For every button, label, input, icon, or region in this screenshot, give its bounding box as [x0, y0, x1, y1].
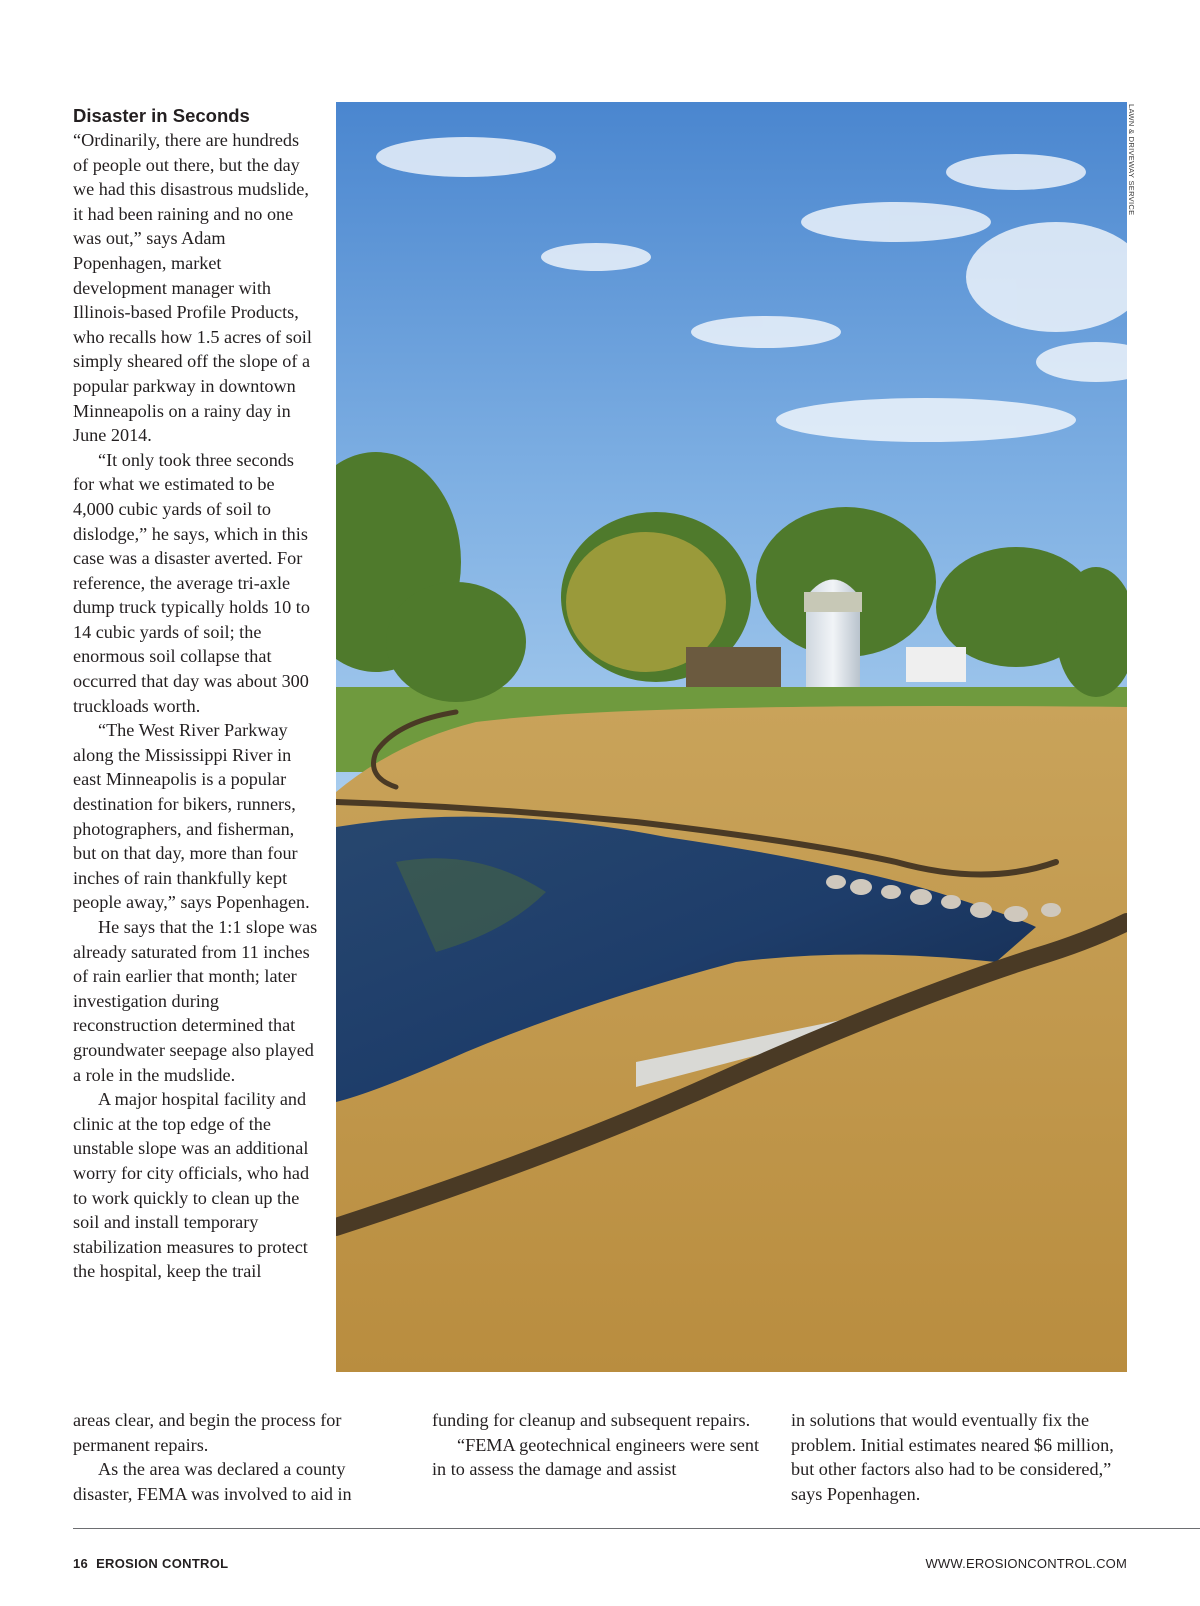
- paragraph: A major hospital facility and clinic at the top edge of the unstable slope was an additional worry for city officials, who had to work quickly to clean up the soil and install temporary stabilization measures to protect the hospital, keep the trail: [73, 1089, 310, 1282]
- paragraph: “The West River Parkway along the Mississippi River in east Minneapolis is a popular destination for bikers, runners, photographers, and fisherman, but on that day, more than four inches of rain thankfully kept people away,” says Popenhagen.: [73, 720, 310, 913]
- article-column-bottom-left: [73, 1408, 403, 1506]
- article-column-left: [73, 104, 318, 1284]
- paragraph: “It only took three seconds for what we estimated to be 4,000 cubic yards of soil to dislodge,” he says, which in this case was a disaster averted. For reference, the average tri-axle dump truck typically holds 10 to 14 cubic yards of soil; the enormous soil collapse that occurred that day was about 300 truckloads worth.: [73, 449, 310, 716]
- article-column-bottom-right: [791, 1408, 1136, 1506]
- article-column-bottom-middle: [432, 1408, 772, 1482]
- paragraph: As the area was declared a county disaster, FEMA was involved to aid in: [73, 1459, 352, 1504]
- paragraph: “Ordinarily, there are hundreds of people out there, but the day we had this disastrous mudslide, it had been raining and no one was out,” says Adam Popenhagen, market development manager with Illinois-based Profile Products, who recalls how 1.5 acres of soil simply sheared off the slope of a popular parkway in downtown Minneapolis on a rainy day in June 2014.: [73, 130, 312, 446]
- paragraph: “FEMA geotechnical engineers were sent in to assess the damage and assist: [432, 1434, 760, 1480]
- paragraph: He says that the 1:1 slope was already saturated from 11 inches of rain earlier that month; later investigation during reconstruction determined that groundwater seepage also played a role in the mudslide.: [73, 917, 318, 1085]
- paragraph: areas clear, and begin the process for permanent repairs.: [73, 1410, 342, 1455]
- publication-name: EROSION CONTROL: [96, 1556, 229, 1571]
- page-number: 16: [73, 1556, 89, 1571]
- photo-drainage-pond: [336, 102, 1127, 1372]
- paragraph: in solutions that would eventually fix the problem. Initial estimates neared $6 million, but other factors also had to be considered,” says Popenhagen.: [791, 1410, 1114, 1504]
- photo-credit: LAWN & DRIVEWAY SERVICE: [1127, 104, 1136, 216]
- paragraph: funding for cleanup and subsequent repairs.: [432, 1410, 751, 1430]
- footer-divider: [73, 1528, 1200, 1529]
- footer-website[interactable]: WWW.EROSIONCONTROL.COM: [925, 1556, 1127, 1571]
- footer-folio: [73, 1556, 228, 1571]
- section-heading: Disaster in Seconds: [73, 105, 250, 126]
